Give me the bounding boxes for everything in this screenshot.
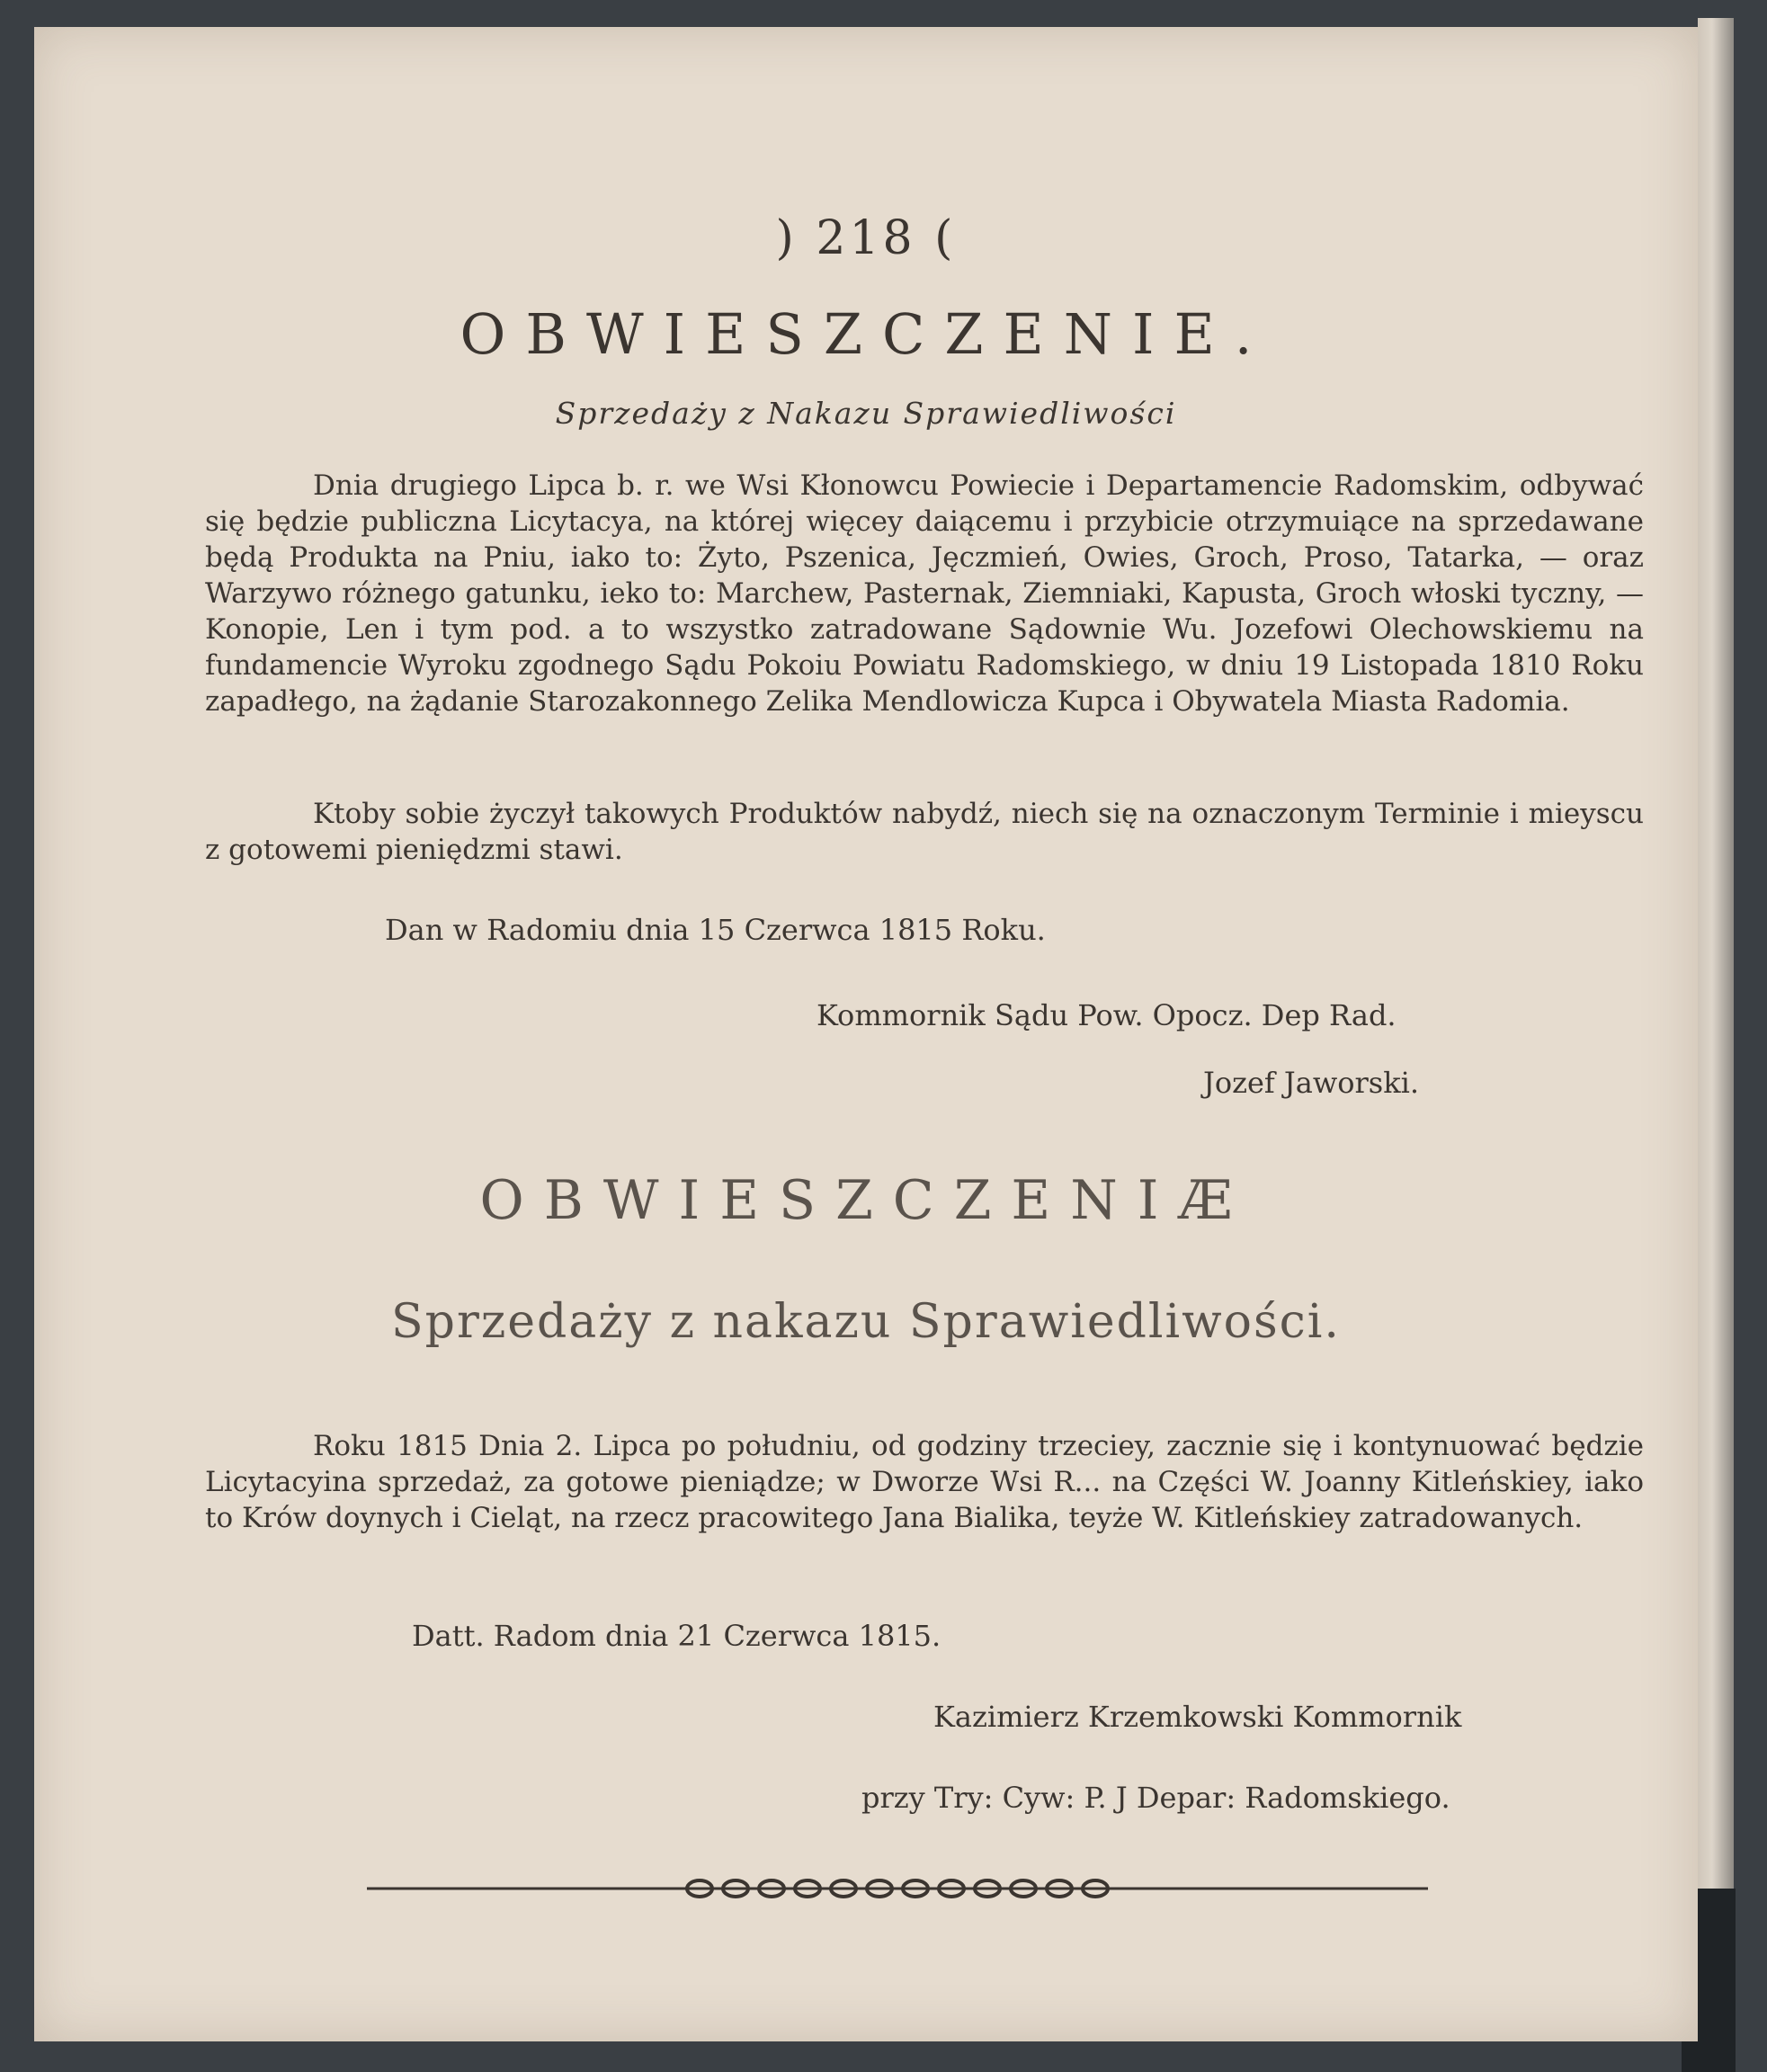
document-page	[34, 27, 1698, 2041]
notice1-paragraph2: Ktoby sobie życzył takowych Produktów nabydź, niech się na oznaczonym Terminie i mieyscu z gotowemi pieniędzmi stawi.	[205, 798, 1644, 866]
notice2-signature-office: przy Try: Cyw: P. J Depar: Radomskiego.	[861, 1781, 1450, 1815]
notice2-signature-name: Kazimierz Krzemkowski Kommornik	[933, 1700, 1462, 1734]
notice2-paragraph1: Roku 1815 Dnia 2. Lipca po południu, od godziny trzeciey, zacznie się i kontynuować będzie Licytacyina sprzedaż, za gotowe pieniądze; w Dworze Wsi R... na Części W. Joanny Kitleńskiey, iako to Krów doynych i Cieląt, na rzecz pracowitego Jana Bialika, teyże W. Kitleńskiey zatradowanych.	[205, 1430, 1644, 1534]
notice1-date: Dan w Radomiu dnia 15 Czerwca 1815 Roku.	[385, 913, 1046, 947]
decorative-rule-ornament	[367, 1875, 1428, 1902]
notice2-subtitle: Sprzedaży z nakazu Sprawiedliwości.	[391, 1295, 1341, 1349]
notice1-subtitle: Sprzedaży z Nakazu Sprawiedliwości	[555, 396, 1177, 431]
notice2-title: OBWIESZCZENIÆ	[479, 1169, 1253, 1232]
notice1-paragraph1: Dnia drugiego Lipca b. r. we Wsi Kłonowcu Powiecie i Departamencie Radomskim, odbywać się będzie publiczna Licytacya, na której więcey daiącemu i przybicie otrzymuiące na sprzedawane będą Produkta na Pniu, iako to: Żyto, Pszenica, Jęczmień, Owies, Groch, Proso, Tatarka, — oraz Warzywo różnego gatunku, ieko to: Marchew, Pasternak, Ziemniaki, Kapusta, Groch włoski tyczny, — Konopie, Len i tym pod. a to wszystko zatradowane Sądownie Wu. Jozefowi Olechowskiemu na fundamencie Wyroku zgodnego Sądu Pokoiu Powiatu Radomskiego, w dniu 19 Listopada 1810 Roku zapadłego, na żądanie Starozakonnego Zelika Mendlowicza Kupca i Obywatela Miasta Radomia.	[205, 469, 1644, 718]
notice1-signature-name: Jozef Jaworski.	[1203, 1066, 1419, 1100]
notice1-signature-title: Kommornik Sądu Pow. Opocz. Dep Rad.	[817, 998, 1397, 1032]
page-number: ) 218 (	[775, 211, 957, 265]
notice2-date: Datt. Radom dnia 21 Czerwca 1815.	[412, 1619, 942, 1653]
book-edge	[1698, 18, 1734, 2068]
notice1-title: OBWIESZCZENIE.	[460, 301, 1272, 367]
